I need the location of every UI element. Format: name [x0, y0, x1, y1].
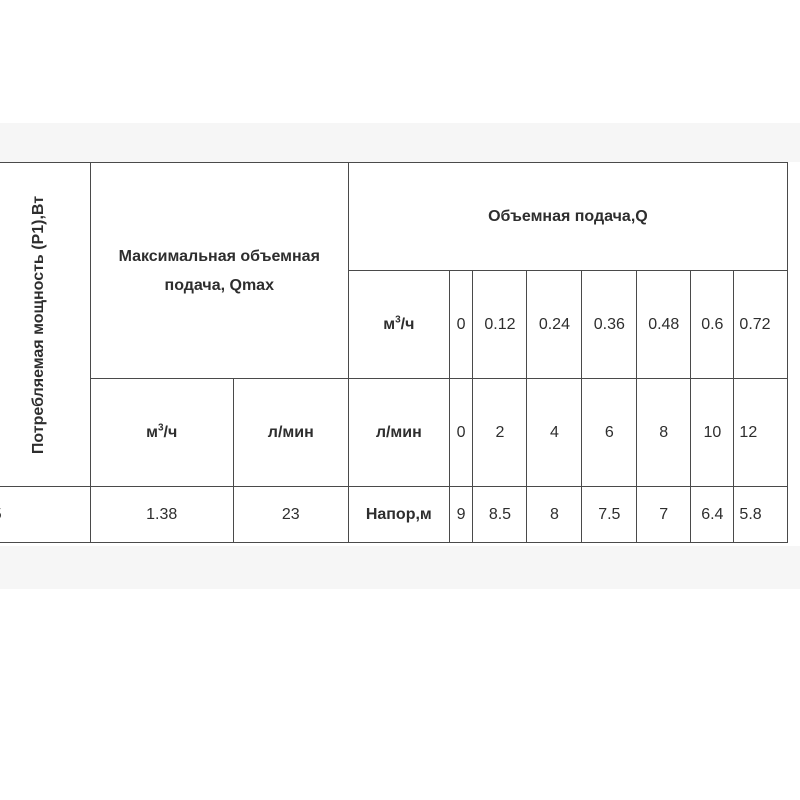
qmax-unit-m3h: $м^3/ч$ — [90, 379, 233, 487]
head-value-cell: 9 — [449, 487, 473, 543]
flow-lmin-cell: 8 — [637, 379, 691, 487]
head-value-cell: 7.5 — [582, 487, 637, 543]
table-viewport — [0, 162, 800, 546]
flow-m3h-cell: 0.12 — [473, 271, 527, 379]
head-value-cell: 8.5 — [473, 487, 527, 543]
qmax-lmin-value: 23 — [233, 487, 348, 543]
qmax-unit-lmin: л/мин — [233, 379, 348, 487]
unit-lmin-label: л/мин — [348, 379, 449, 487]
flow-lmin-cell: 12 — [734, 379, 788, 487]
flow-lmin-cell: 2 — [473, 379, 527, 487]
flow-lmin-cell: 4 — [527, 379, 582, 487]
flow-m3h-cell: 0 — [449, 271, 473, 379]
flow-m3h-cell: 0.6 — [691, 271, 734, 379]
head-value-cell: 6.4 — [691, 487, 734, 543]
power-value — [0, 487, 90, 543]
qmax-header: Максимальная объемная подача, Qmax — [90, 163, 348, 379]
flow-m3h-cell: 0.36 — [582, 271, 637, 379]
pump-spec-table — [0, 162, 788, 543]
flow-m3h-cell: 0.48 — [637, 271, 691, 379]
head-label: Напор,м — [348, 487, 449, 543]
flow-lmin-cell: 10 — [691, 379, 734, 487]
head-value-cell: 5.8 — [734, 487, 788, 543]
head-value-cell: 7 — [637, 487, 691, 543]
header-row-lmin — [0, 379, 788, 487]
flow-lmin-cell: 6 — [582, 379, 637, 487]
flow-header: Объемная подача,Q — [348, 163, 787, 271]
header-row-1 — [0, 163, 788, 271]
data-row — [0, 487, 788, 543]
power-header: Потребляемая мощность (P1),Вт — [30, 195, 48, 454]
unit-m3h-label: $м^3/ч$ — [348, 271, 449, 379]
flow-lmin-cell: 0 — [449, 379, 473, 487]
flow-m3h-cell: 0.72 — [734, 271, 788, 379]
power-header-cell — [0, 163, 90, 487]
head-value-cell: 8 — [527, 487, 582, 543]
flow-m3h-cell: 0.24 — [527, 271, 582, 379]
qmax-m3h-value: 1.38 — [90, 487, 233, 543]
